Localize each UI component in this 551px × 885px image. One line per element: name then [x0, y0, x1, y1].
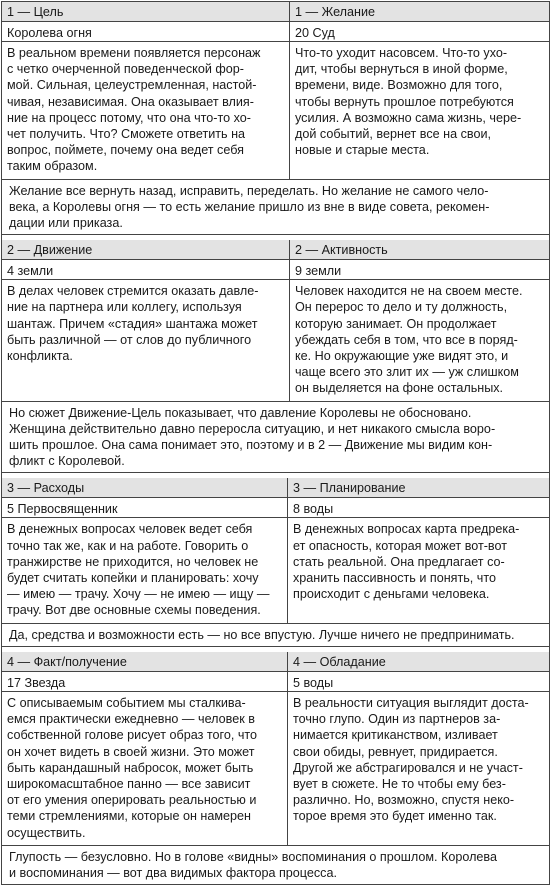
position-cell-right	[288, 478, 549, 622]
section-1-columns	[2, 2, 549, 179]
section-summary: Желание все вернуть назад, исправить, переделать. Но желание не самого чело- века, а Королевы огня — то есть желание пришло из вне в виде совета, рекомен- дации или приказа.	[2, 179, 549, 236]
card-interpretation: В денежных вопросах карта предрека- ет опасность, которая может вот-вот стать реальной. Она предлагает со- хранить пассивность и понять, что происходит с деньгами человека.	[293, 522, 520, 602]
section-summary: Да, средства и возможности есть — но все впустую. Лучше ничего не предпринимать.	[2, 623, 549, 647]
card-name: 8 воды	[288, 498, 549, 518]
position-cell-left	[2, 2, 290, 179]
position-cell-left	[2, 478, 288, 622]
card-interpretation: Что-то уходит насовсем. Что-то ухо- дит, чтобы вернуться в иной форме, времени, виде. Возможно для того, чтобы вернуть прошлое потребуются усилия. А возможно сама жизнь, чере- дой событий, вернет все на свои, новые и старые места.	[295, 46, 522, 158]
position-header: 3 — Планирование	[288, 478, 549, 498]
section-2-columns	[2, 240, 549, 400]
tarot-reading-table	[1, 1, 550, 885]
position-cell-left	[2, 652, 288, 845]
card-name: 20 Суд	[290, 22, 549, 42]
position-header: 4 — Обладание	[288, 652, 549, 672]
position-header: 1 — Желание	[290, 2, 549, 22]
section-4-columns	[2, 652, 549, 845]
position-cell-left	[2, 240, 290, 400]
section-summary: Глупость — безусловно. Но в голове «видны» воспоминания о прошлом. Королева и воспоминания — вот два видимых фактора процесса.	[2, 845, 549, 884]
card-interpretation: С описываемым событием мы сталкива- емся практически ежедневно — человек в собственной голове рисует образ того, что он хочет видеть в своей жизни. Это может быть карандашный набросок, может быть широкомасштабное панно — все зависит от его умения оперировать реальностью и теми стремлениями, которые он намерен осуществить.	[7, 695, 258, 840]
card-name: Королева огня	[2, 22, 289, 42]
position-cell-right	[290, 2, 549, 179]
card-name: 9 земли	[290, 260, 549, 280]
card-interpretation: В реальности ситуация выглядит доста- точно глупо. Один из партнеров за- нимается критиканством, изливает свои обиды, ревнует, придирается. Другой же абстрагировался и не участ- вует в сюжете. Не то чтобы ему без- различно. Но, возможно, спустя неко- торое время это будет именно так.	[293, 695, 529, 824]
section-summary: Но сюжет Движение-Цель показывает, что давление Королевы не обосновано. Женщина действительно давно переросла ситуацию, и нет никакого смысла воро- шить прошлое. Она сама понимает это, поэтому и в 2 — Движение мы видим кон- фликт с Королевой.	[2, 401, 549, 474]
section-2	[2, 240, 549, 473]
position-header: 3 — Расходы	[2, 478, 287, 498]
card-interpretation: Человек находится не на своем месте. Он перерос то дело и ту должность, которую занимает. Он продолжает убеждать себя в том, что все в поряд- ке. Но окружающие уже видят это, и чаще всего это злит их — уж слишком он выделяется на фоне остальных.	[295, 284, 523, 396]
card-name: 5 воды	[288, 672, 549, 692]
position-cell-right	[290, 240, 549, 400]
card-interpretation: В делах человек стремится оказать давле- ние на партнера или коллегу, используя шантаж. Причем «стадия» шантажа может быть различной — от слов до публичного конфликта.	[7, 284, 259, 364]
card-name: 4 земли	[2, 260, 289, 280]
section-1	[2, 2, 549, 235]
section-4	[2, 652, 549, 884]
card-name: 5 Первосвященник	[2, 498, 287, 518]
position-header: 2 — Активность	[290, 240, 549, 260]
position-header: 4 — Факт/получение	[2, 652, 287, 672]
card-interpretation: В реальном времени появляется персонаж с четко очерченной поведенческой фор- мой. Сильная, целеустремленная, настой- чивая, независимая. Она оказывает влия- ние на процесс потому, что она что-то хо- чет получить. Что? Сможете ответить на вопрос, поймете, почему она ведет себя таким образом.	[7, 46, 261, 174]
card-interpretation: В денежных вопросах человек ведет себя точно так же, как и на работе. Говорить о транжирстве не приходится, но человек не будет считать копейки и планировать: хочу — имею — трачу. Хочу — не имею — ищу — трачу. Вот две основные схемы поведения.	[7, 522, 270, 618]
section-3-columns	[2, 478, 549, 622]
card-name: 17 Звезда	[2, 672, 287, 692]
position-header: 2 — Движение	[2, 240, 289, 260]
position-cell-right	[288, 652, 549, 845]
position-header: 1 — Цель	[2, 2, 289, 22]
section-3	[2, 478, 549, 646]
